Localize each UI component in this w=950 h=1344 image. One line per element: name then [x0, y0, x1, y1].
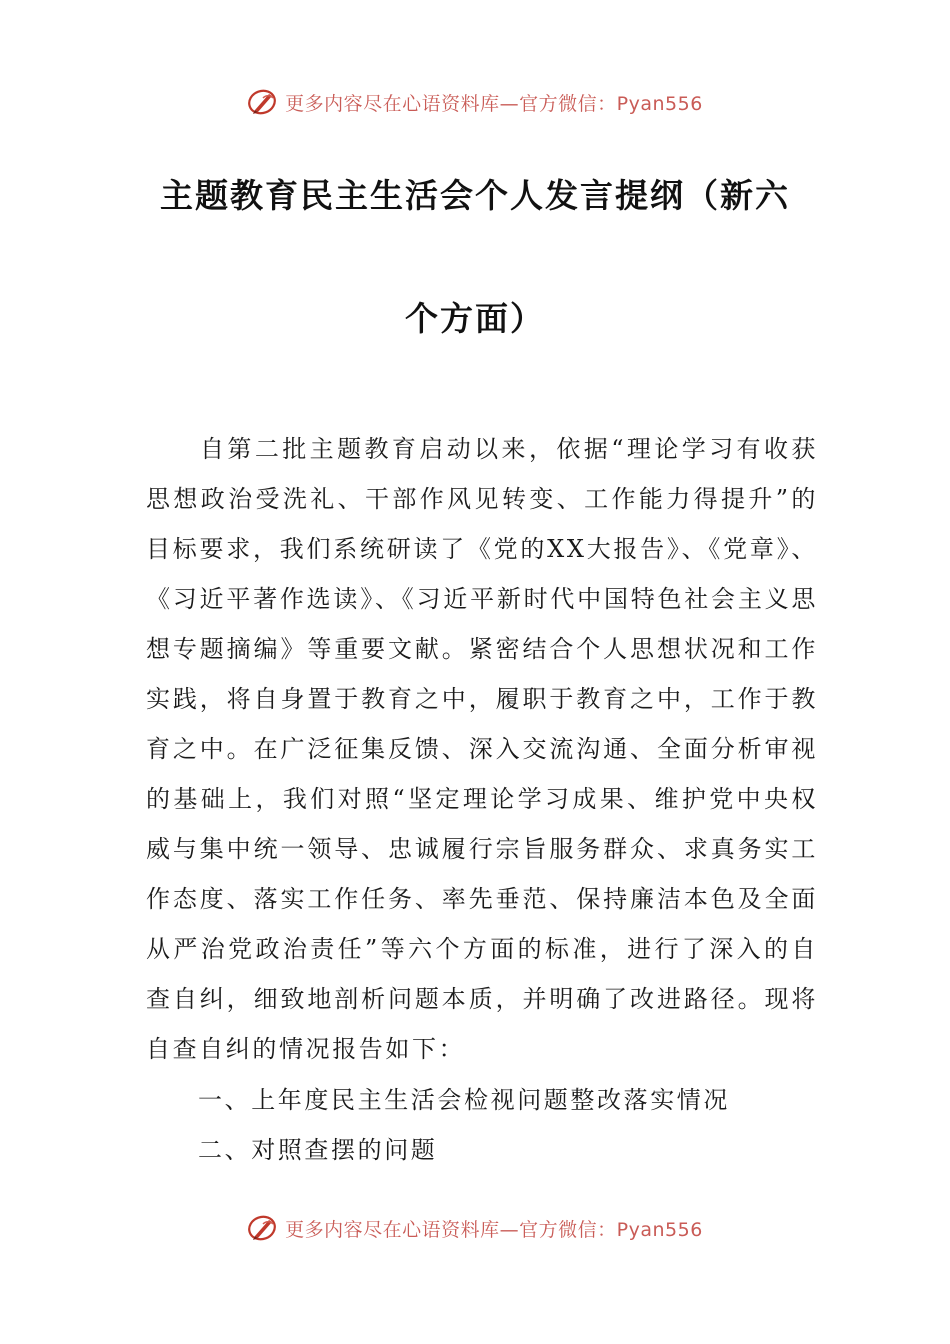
- header-banner: [0, 82, 950, 122]
- section-heading-1: 一、上年度民主生活会检视问题整改落实情况: [198, 1086, 730, 1114]
- pen-logo-icon: [247, 86, 279, 118]
- banner-text: 更多内容尽在心语资料库—官方微信：Pyan556: [285, 1218, 703, 1241]
- section-heading-2: 二、对照查摆的问题: [198, 1136, 438, 1164]
- footer-banner: [0, 1208, 950, 1248]
- document-title-line-2: 个方面）: [405, 299, 545, 338]
- body-paragraph: 自第二批主题教育启动以来，依据“理论学习有收获思想政治受洗礼、干部作风见转变、工作能力得提升”的目标要求，我们系统研读了《党的XX大报告》、《党章》、《习近平著作选读》、《习近平新时代中国特色社会主义思想专题摘编》等重要文献。紧密结合个人思想状况和工作实践，将自身置于教育之中，履职于教育之中，工作于教育之中。在广泛征集反馈、深入交流沟通、全面分析审视的基础上，我们对照“坚定理论学习成果、维护党中央权威与集中统一领导、忠诚履行宗旨服务群众、求真务实工作态度、落实工作任务、率先垂范、保持廉洁本色及全面从严治党政治责任”等六个方面的标准，进行了深入的自查自纠，细致地剖析问题本质，并明确了改进路径。现将自查自纠的情况报告如下：: [146, 435, 818, 1063]
- pen-logo-icon: [247, 1212, 279, 1244]
- document-title-line-1: 主题教育民主生活会个人发言提纲（新六: [160, 176, 790, 215]
- banner-text: 更多内容尽在心语资料库—官方微信：Pyan556: [285, 92, 703, 115]
